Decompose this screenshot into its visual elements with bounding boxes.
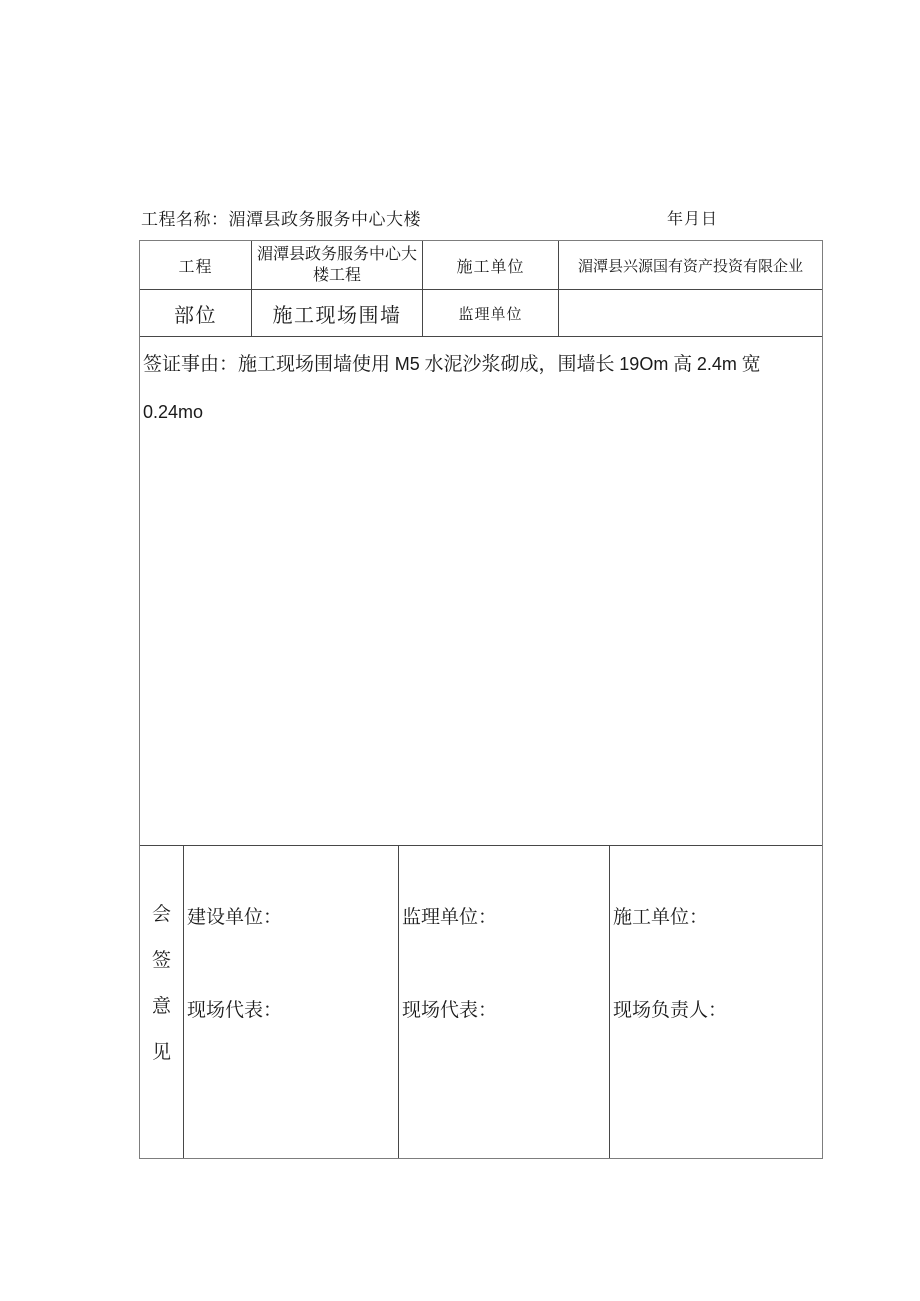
rep-label: 现场代表：	[187, 1000, 283, 1021]
reason-wall-length: 19Om	[619, 354, 669, 374]
project-name-label: 工程名称：湄潭县政务服务中心大楼	[141, 210, 421, 229]
supervisor-value-cell	[559, 290, 822, 336]
table-row	[140, 241, 822, 290]
reason-mortar-grade: M5	[394, 354, 420, 374]
project-label-cell: 工程	[140, 241, 252, 289]
signature-form-table	[139, 240, 823, 1159]
side-char: 会	[151, 904, 171, 925]
table-row	[140, 290, 822, 337]
signoff-col-construction-unit	[184, 846, 399, 1158]
doc-header	[141, 205, 831, 231]
signature-reason-cell	[140, 337, 822, 846]
side-char: 意	[151, 996, 171, 1017]
unit-label: 监理单位：	[402, 907, 498, 928]
reason-text-segment: 水泥沙浆砌成，围墙长	[419, 354, 620, 375]
contractor-label-cell: 施工单位	[423, 241, 559, 289]
signoff-side-label	[140, 846, 184, 1158]
side-char: 见	[151, 1042, 171, 1063]
reason-wall-width: 0.24mo	[143, 402, 204, 422]
reason-text-segment: 签证事由：施工现场围墙使用	[143, 354, 395, 375]
rep-label: 现场代表：	[402, 1000, 498, 1021]
reason-line2	[143, 401, 819, 425]
reason-text-segment: 宽	[736, 354, 761, 375]
contractor-value-cell: 湄潭县兴源国有资产投资有限企业	[577, 258, 803, 275]
project-value-cell: 湄潭县政务服务中心大楼工程	[252, 241, 423, 289]
date-label: 年月日	[667, 211, 719, 228]
signoff-col-contractor-unit	[610, 846, 822, 1158]
part-label-cell: 部位	[140, 290, 252, 336]
reason-wall-height: 2.4m	[696, 354, 737, 374]
part-value-cell: 施工现场围墙	[252, 290, 423, 336]
supervisor-label-cell: 监理单位	[423, 290, 559, 336]
reason-text-segment: 高	[668, 354, 697, 375]
rep-label: 现场负责人：	[613, 1000, 728, 1021]
signoff-col-supervision-unit	[399, 846, 610, 1158]
side-char: 签	[151, 950, 171, 971]
unit-label: 施工单位：	[613, 907, 709, 928]
unit-label: 建设单位：	[187, 907, 283, 928]
signoff-section	[140, 846, 822, 1158]
reason-line1	[143, 351, 819, 378]
